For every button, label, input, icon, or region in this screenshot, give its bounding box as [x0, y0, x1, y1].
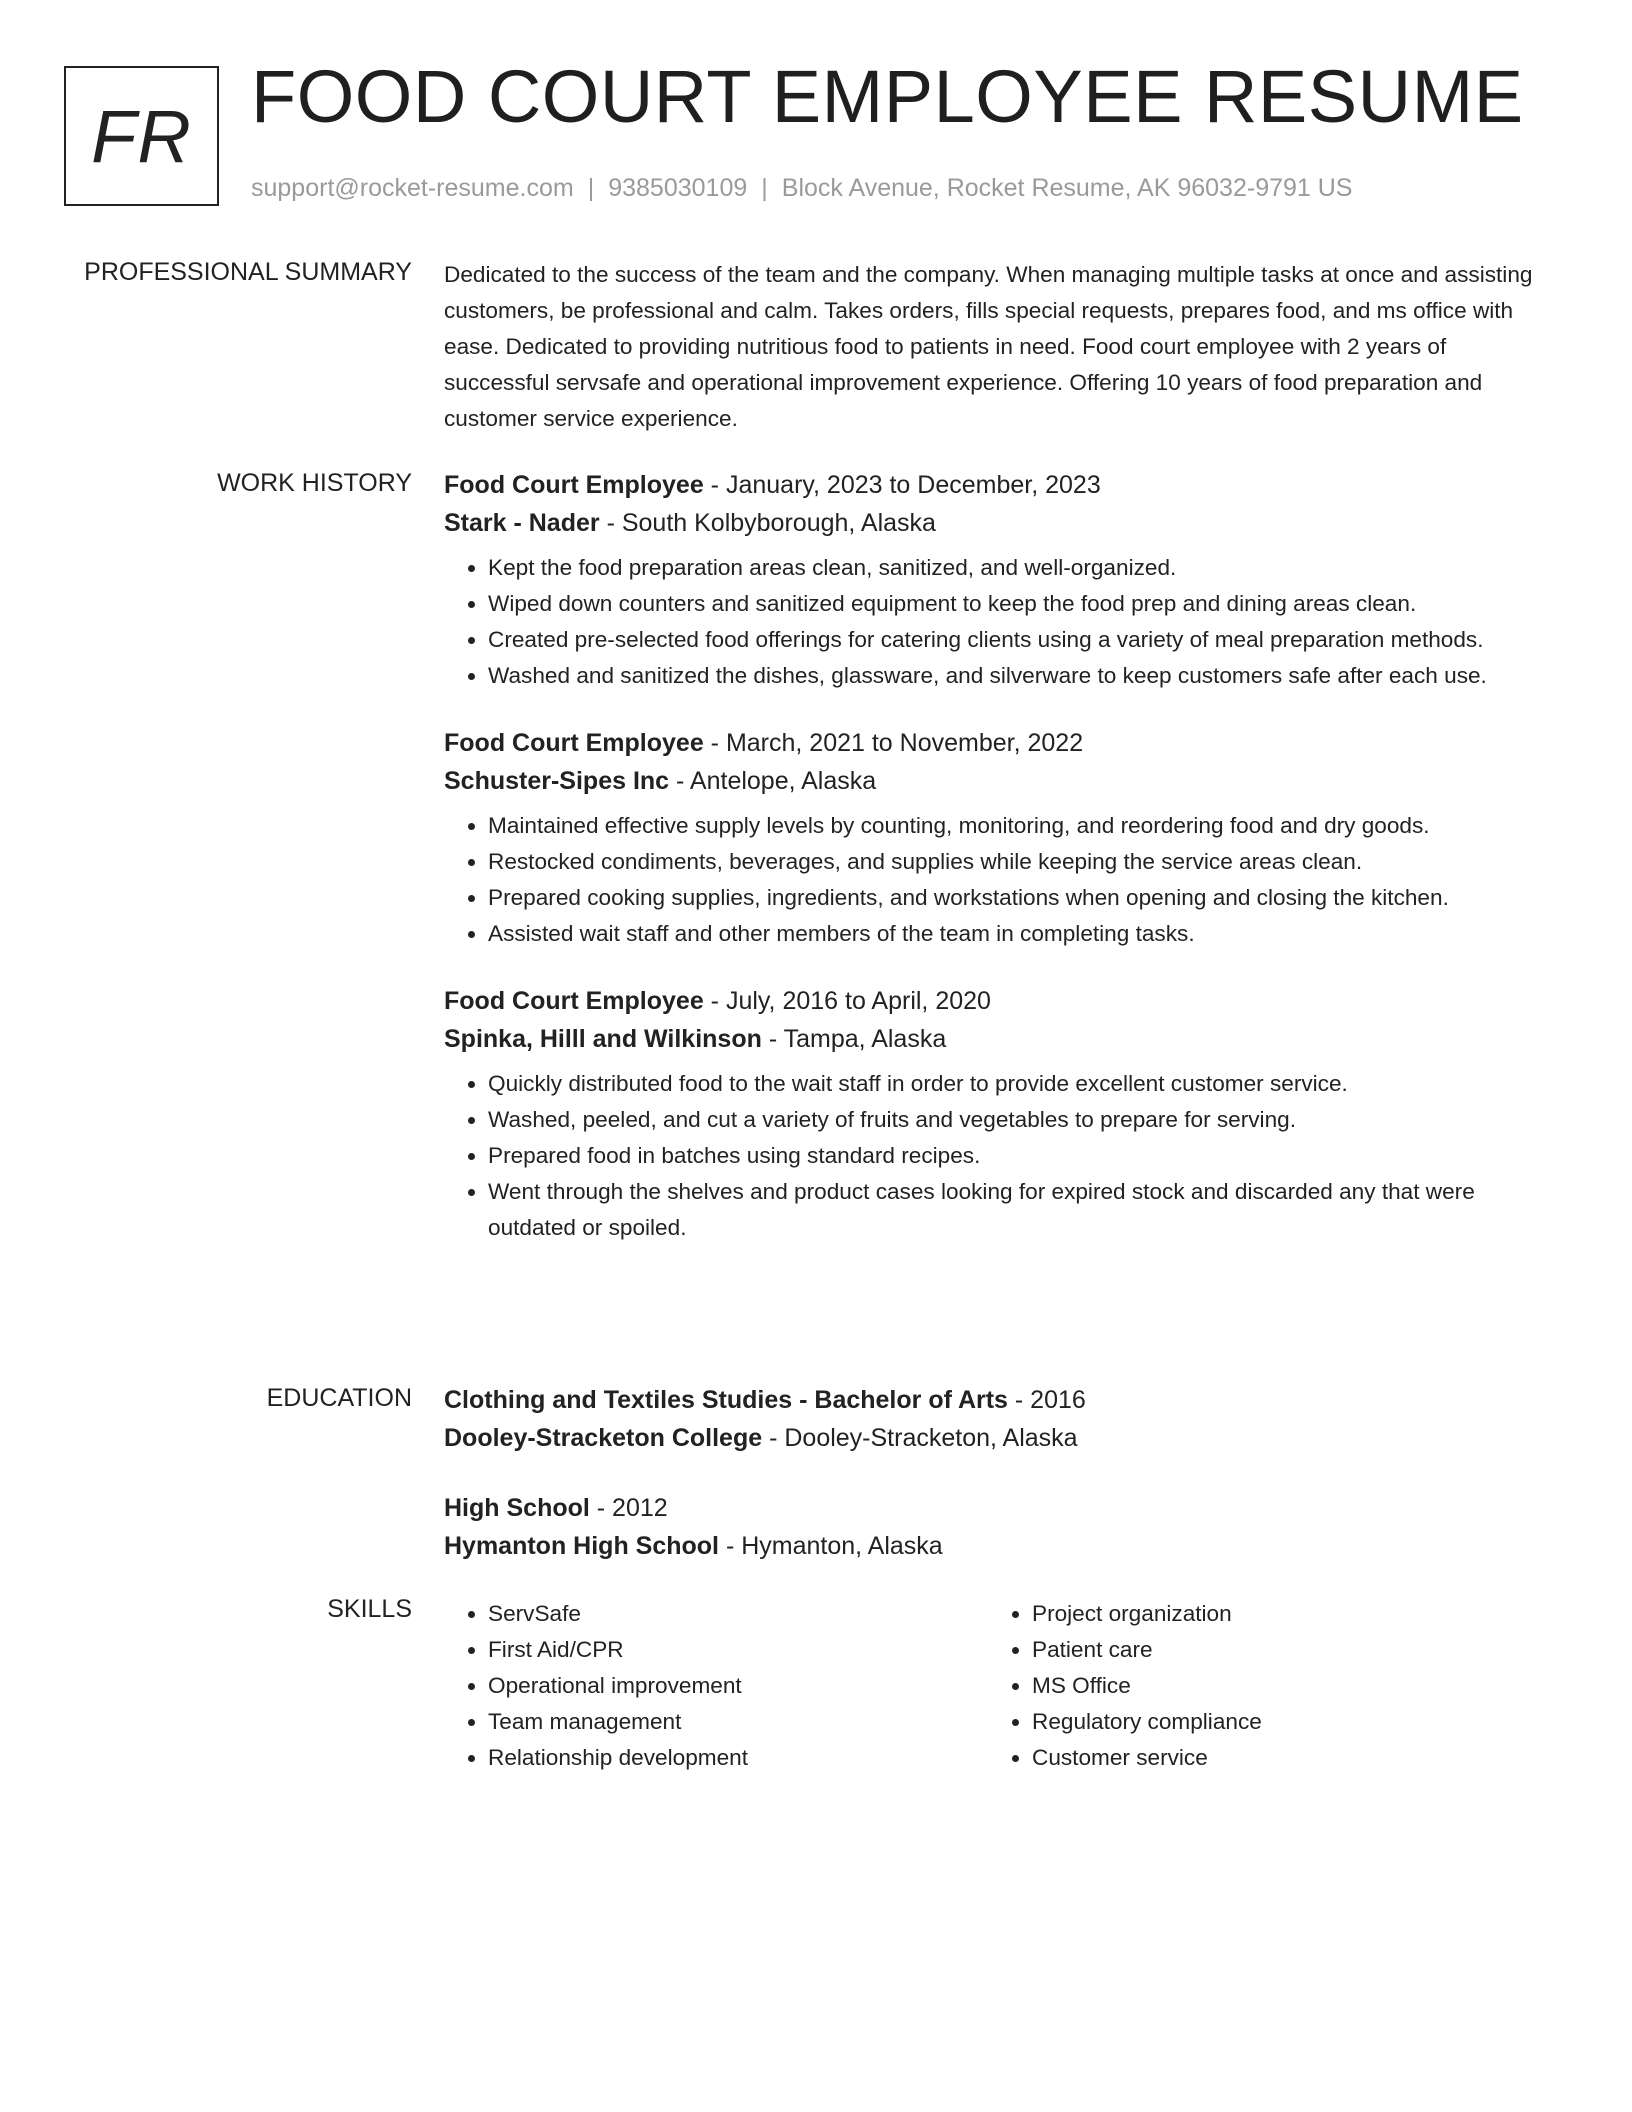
job-bullet: • Washed and sanitized the dishes, glassware, and silverware to keep customers safe after each use. — [488, 658, 1544, 694]
section-label-work-history: WORK HISTORY — [217, 469, 412, 497]
monogram-box — [64, 66, 219, 206]
job-location: - Tampa, Alaska — [761, 1025, 947, 1053]
contact-separator: | — [761, 174, 768, 202]
job-bullet: • Went through the shelves and product cases looking for expired stock and discarded any that were outdated or spoiled. — [488, 1174, 1544, 1246]
job-bullet: • Assisted wait staff and other members of the team in completing tasks. — [488, 916, 1544, 952]
job-location: - South Kolbyborough, Alaska — [599, 509, 936, 537]
job-bullet: • Maintained effective supply levels by counting, monitoring, and reordering food and dry goods. — [488, 808, 1544, 844]
skills-columns — [444, 1596, 1544, 1776]
job-bullet: • Prepared cooking supplies, ingredients, and workstations when opening and closing the kitchen. — [488, 880, 1544, 916]
job-bullets — [444, 550, 1544, 694]
skill-item: • Operational improvement — [488, 1668, 988, 1704]
job-entry — [444, 724, 1544, 952]
skills-list-right — [988, 1596, 1532, 1776]
skill-item: • Project organization — [1032, 1596, 1532, 1632]
job-bullet: • Wiped down counters and sanitized equipment to keep the food prep and dining areas clean. — [488, 586, 1544, 622]
job-company: Schuster-Sipes Inc — [444, 767, 670, 795]
job-company-line — [444, 762, 1544, 800]
skill-item: • Relationship development — [488, 1740, 988, 1776]
job-dates: - July, 2016 to April, 2020 — [703, 987, 991, 1015]
job-entry — [444, 466, 1544, 694]
skill-item: • Regulatory compliance — [1032, 1704, 1532, 1740]
section-label-summary: PROFESSIONAL SUMMARY — [84, 258, 412, 286]
job-bullet: • Restocked condiments, beverages, and supplies while keeping the service areas clean. — [488, 844, 1544, 880]
education-location: - Dooley-Stracketon, Alaska — [762, 1424, 1078, 1452]
section-label-skills: SKILLS — [327, 1595, 412, 1623]
skill-item: • ServSafe — [488, 1596, 988, 1632]
job-company: Stark - Nader — [444, 509, 600, 537]
resume-title: FOOD COURT EMPLOYEE RESUME — [251, 55, 1524, 138]
job-bullets — [444, 1066, 1544, 1246]
skill-item: • MS Office — [1032, 1668, 1532, 1704]
monogram-initials: FR — [91, 94, 192, 178]
skill-item: • Patient care — [1032, 1632, 1532, 1668]
job-bullet: • Prepared food in batches using standard recipes. — [488, 1138, 1544, 1174]
contact-line — [251, 174, 1352, 203]
education-school-line — [444, 1419, 1544, 1457]
education-year: - 2012 — [589, 1494, 668, 1522]
contact-separator: | — [587, 174, 595, 202]
skill-item: • Team management — [488, 1704, 988, 1740]
contact-address: Block Avenue, Rocket Resume, AK 96032-9791 US — [781, 174, 1353, 202]
education-year: - 2016 — [1007, 1386, 1086, 1414]
job-title-line — [444, 982, 1544, 1020]
work-history-list — [444, 466, 1544, 1276]
job-title: Food Court Employee — [444, 729, 704, 757]
education-entry — [444, 1381, 1544, 1457]
job-title: Food Court Employee — [444, 471, 704, 499]
job-title-line — [444, 466, 1544, 504]
job-title: Food Court Employee — [444, 987, 704, 1015]
contact-email: support@rocket-resume.com — [251, 174, 574, 202]
section-label-education: EDUCATION — [266, 1384, 412, 1412]
job-bullet: • Kept the food preparation areas clean, sanitized, and well-organized. — [488, 550, 1544, 586]
contact-phone: 9385030109 — [608, 174, 748, 202]
education-school: Dooley-Stracketon College — [444, 1424, 763, 1452]
education-list — [444, 1381, 1544, 1595]
education-entry — [444, 1489, 1544, 1565]
education-degree: High School — [444, 1494, 590, 1522]
job-title-line — [444, 724, 1544, 762]
summary-text: Dedicated to the success of the team and the company. When managing multiple tasks at once and assisting customers, be professional and calm. Takes orders, fills special requests, prepares food, and ms office with ease. Dedicated to providing nutritious food to patients in need. Food court employee with 2 years of successful servsafe and operational improvement experience. Offering 10 years of food preparation and customer service experience. — [444, 262, 1533, 431]
education-degree: Clothing and Textiles Studies - Bachelor of Arts — [444, 1386, 1008, 1414]
job-bullets — [444, 808, 1544, 952]
skill-item: • First Aid/CPR — [488, 1632, 988, 1668]
education-school: Hymanton High School — [444, 1532, 719, 1560]
education-degree-line — [444, 1381, 1544, 1419]
job-location: - Antelope, Alaska — [669, 767, 877, 795]
job-company-line — [444, 1020, 1544, 1058]
job-entry — [444, 982, 1544, 1246]
education-degree-line — [444, 1489, 1544, 1527]
education-school-line — [444, 1527, 1544, 1565]
skill-item: • Customer service — [1032, 1740, 1532, 1776]
job-company-line — [444, 504, 1544, 542]
job-company: Spinka, Hilll and Wilkinson — [444, 1025, 762, 1053]
job-dates: - March, 2021 to November, 2022 — [703, 729, 1084, 757]
job-dates: - January, 2023 to December, 2023 — [703, 471, 1101, 499]
job-bullet: • Washed, peeled, and cut a variety of fruits and vegetables to prepare for serving. — [488, 1102, 1544, 1138]
education-location: - Hymanton, Alaska — [719, 1532, 943, 1560]
job-bullet: • Created pre-selected food offerings for catering clients using a variety of meal preparation methods. — [488, 622, 1544, 658]
skills-list-left — [444, 1596, 988, 1776]
job-bullet: • Quickly distributed food to the wait staff in order to provide excellent customer service. — [488, 1066, 1544, 1102]
